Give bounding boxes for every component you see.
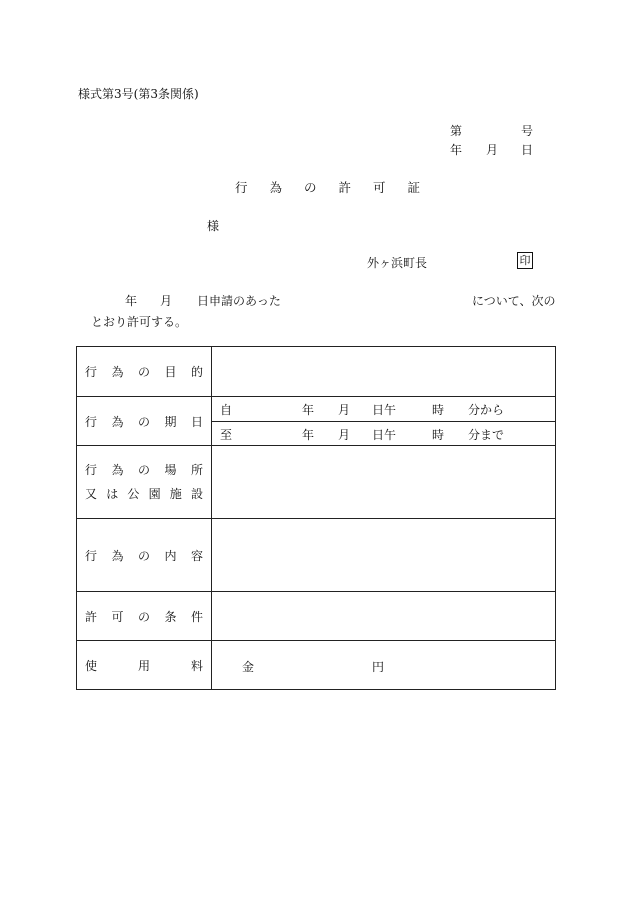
body-tail: について、次の (472, 294, 556, 308)
period-to-day-ampm: 日午 (372, 427, 397, 442)
seal-mark: 印 (517, 252, 533, 269)
issue-date-month: 月 (486, 143, 499, 157)
period-to-start: 至 (220, 427, 233, 442)
period-from-start: 自 (220, 403, 233, 417)
period-label-text: 行為の期日 (85, 414, 203, 429)
conditions-label (77, 592, 212, 641)
row-content (77, 519, 556, 592)
document-title: 行為の許可証 (235, 180, 443, 195)
row-place (77, 446, 556, 519)
period-from-minute: 分から (468, 403, 505, 417)
fee-label-text: 使用料 (85, 658, 203, 673)
content-value (212, 519, 556, 592)
issue-number-suffix: 号 (521, 124, 534, 138)
place-label (77, 446, 212, 519)
body-month: 月 (160, 294, 173, 308)
body-day-applied: 日申請のあった (197, 294, 281, 308)
body-year: 年 (125, 294, 138, 308)
fee-unit: 円 (372, 660, 385, 674)
issue-date-year: 年 (450, 143, 463, 157)
period-from-hour: 時 (432, 403, 445, 417)
issue-number-prefix: 第 (450, 124, 463, 138)
fee-value (212, 641, 556, 690)
issue-date-day: 日 (521, 143, 534, 157)
content-label-text: 行為の内容 (85, 548, 203, 563)
period-from-month: 月 (338, 403, 351, 417)
conditions-value (212, 592, 556, 641)
purpose-label-text: 行為の目的 (85, 365, 203, 379)
issuer-name: 外ヶ浜町長 (367, 256, 428, 270)
row-conditions (77, 592, 556, 641)
period-to-month: 月 (338, 427, 351, 442)
purpose-label (77, 347, 212, 397)
period-label (77, 397, 212, 446)
addressee-honorific: 様 (207, 219, 220, 233)
period-from-year: 年 (302, 403, 315, 417)
purpose-value (212, 347, 556, 397)
body-second-line: とおり許可する。 (91, 315, 188, 329)
row-period-from (77, 397, 556, 422)
permit-table (76, 346, 556, 690)
place-value (212, 446, 556, 519)
period-from (212, 397, 556, 422)
conditions-label-text: 許可の条件 (85, 609, 203, 624)
fee-prefix: 金 (242, 660, 255, 674)
place-label-line1: 行為の場所 (85, 463, 203, 477)
fee-label (77, 641, 212, 690)
content-label (77, 519, 212, 592)
place-label-line2: 又は公園施設 (85, 487, 203, 501)
period-from-day-ampm: 日午 (372, 403, 397, 417)
form-number: 様式第3号(第3条関係) (78, 87, 199, 101)
row-purpose (77, 347, 556, 397)
period-to-minute: 分まで (468, 427, 505, 442)
period-to-year: 年 (302, 427, 315, 442)
row-fee (77, 641, 556, 690)
period-to-hour: 時 (432, 427, 445, 442)
period-to (212, 421, 556, 446)
